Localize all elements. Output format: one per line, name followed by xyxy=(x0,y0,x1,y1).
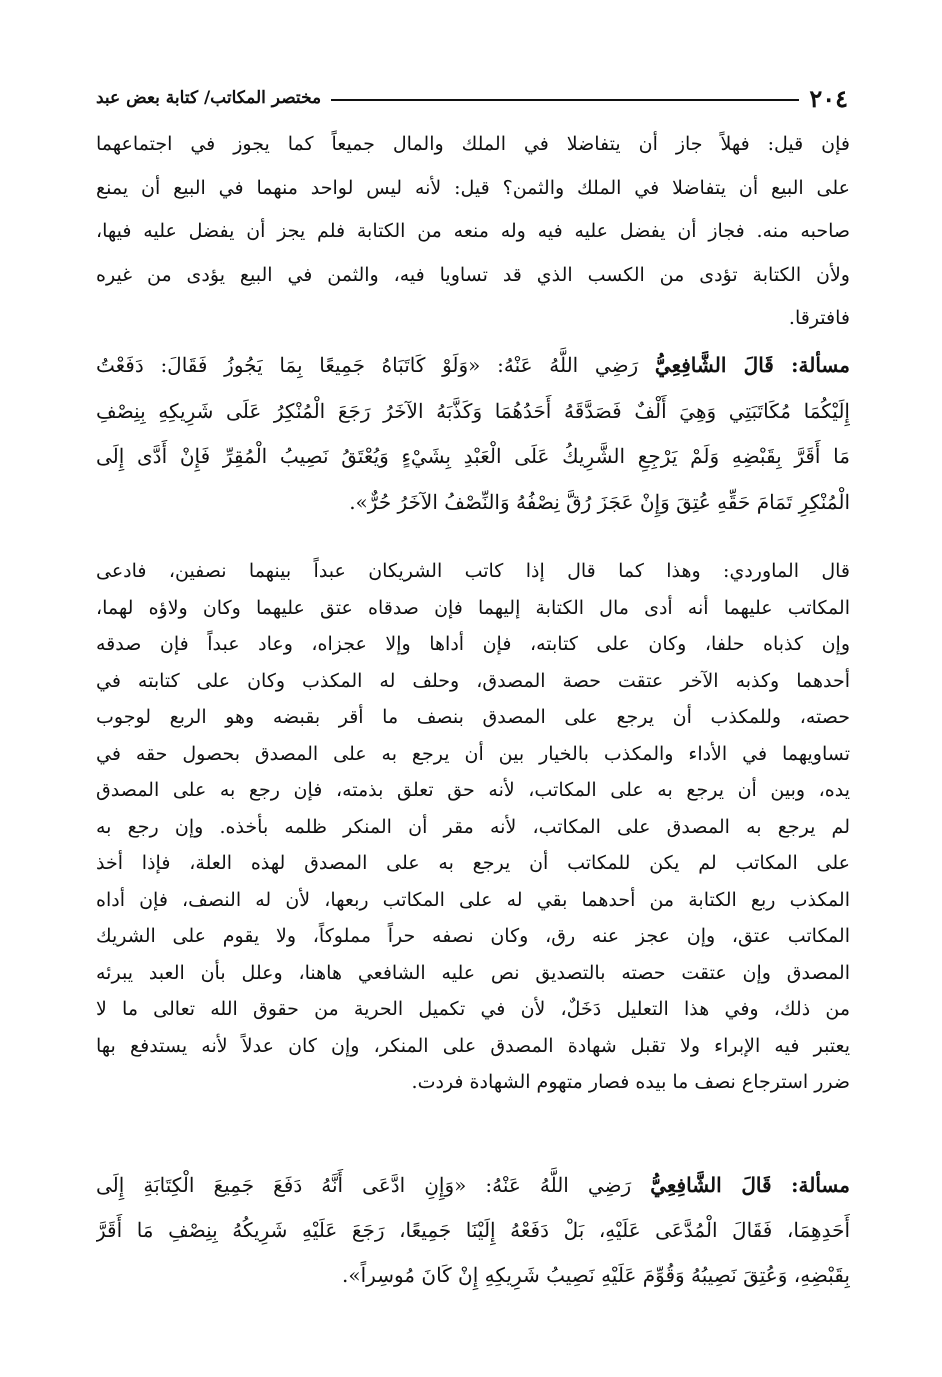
text-line: على المكاتب لم يكن للمكاتب أن يرجع به على المصدق لهذه العلة، فإذا أخذ xyxy=(96,852,850,874)
page-header xyxy=(96,84,848,112)
text-line: على البيع أن يتفاضلا في الملك والثمن؟ قيل: لأنه ليس لواحد منهما في البيع أن يمنع xyxy=(96,176,850,199)
text-line: ولأن الكتابة تؤدى من الكسب الذي قد تساويا فيه، والثمن في البيع يؤدى من غيره xyxy=(96,263,850,286)
text-line: حصته، وللمكذب أن يرجع على المصدق بنصف ما أقر بقبضه وهو الربع لوجوب xyxy=(96,706,850,728)
text-line: المصدق وإن عتقت حصته بالتصديق نص عليه الشافعي هاهنا، وعلل بأن العبد يبرئه xyxy=(96,961,850,984)
paragraph-masala-shafii-1 xyxy=(96,343,850,525)
text-line: فإن قيل: فهلاً جاز أن يتفاضلا في الملك والمال جميعاً كما يجوز في اجتماعهما xyxy=(96,133,850,155)
masala-lead: مسألة: قَالَ الشَّافِعِيُّ xyxy=(650,1173,850,1197)
text-line: المكذب ربع الكتابة من أحدهما بقي له على المكاتب ربعها، لأن له النصف، فإن أداه xyxy=(96,888,850,911)
text-line: الْمُنْكِرِ تَمَامَ حَقِّهِ عُتِقَ وَإِنْ عَجَزَ رُقَّ نِصْفُهُ وَالنِّصْفُ الآخَرُ حُرٌّ». xyxy=(349,489,850,514)
text-line: بِقَبْضِهِ، وَعُتِقَ نَصِيبُهُ وَقُوِّمَ عَلَيْهِ نَصِيبُ شَرِيكِهِ إِنْ كَانَ مُوسِراً». xyxy=(342,1263,850,1287)
text-line: مَا أَقَرَّ بِقَبْضِهِ وَلَمْ يَرْجِعِ الشَّرِيكُ عَلَى الْعَبْدِ بِشَيْءٍ وَيُعْتَقُ نَصِيبُ الْمُقِرِّ فَإِنْ أَدَّى إِلَى xyxy=(96,444,850,468)
text-line: من ذلك، وفي هذا التعليل دَخَلٌ، لأن في تكميل الحرية من حقوق الله تعالى ما لا xyxy=(96,998,850,1020)
masala-quote-start: رَضِي اللَّهُ عَنْهُ: «وَإِنِ ادَّعَى أَنَّهُ دَفَعَ جَمِيعَ الْكِتَابَةِ إِلَى xyxy=(96,1173,651,1197)
page-number: ٢٠٤ xyxy=(809,83,848,113)
text-line: المكاتب عليهما أنه أدى مال الكتابة إليهما فإن صدقاه عتق عليهما وكان ولاؤه لهما، xyxy=(96,596,850,619)
text-line: تساويهما في الأداء والمكذب بالخيار بين أن يرجع به على المصدق بحصول حقه في xyxy=(96,742,850,765)
paragraph-mawardi-commentary xyxy=(96,553,850,1101)
text-line: يده، وبين أن يرجع به على المكاتب، لأنه حق تعلق بذمته، فإن رجع به على المصدق xyxy=(96,779,850,801)
masala-lead: مسألة: قَالَ الشَّافِعِيُّ xyxy=(654,353,850,377)
text-line: ضرر استرجاع نصف ما بيده فصار متهوم الشهادة فردت. xyxy=(411,1071,850,1093)
text-line: يعتبر فيه الإبراء ولا تقبل شهادة المصدق على المنكر، وإن كان عدلاً لأنه يستدفع بها xyxy=(96,1034,850,1057)
text-line: فافترقا. xyxy=(788,307,850,329)
masala-heading-line xyxy=(96,343,850,389)
header-rule xyxy=(331,99,799,101)
text-line: أَحَدِهِمَا، فَقَالَ الْمُدَّعَى عَلَيْهِ، بَلْ دَفَعْهُ إِلَيْنَا جَمِيعًا، رَجَعَ عَلَيْهِ شَرِيكُهُ بِنِصْفِ مَا أَقَرَّ xyxy=(96,1218,850,1242)
text-line: إِلَيْكُمَا مُكَاتَبَتِي وَهِيَ أَلْفٌ فَصَدَّقَهُ أَحَدُهُمَا وَكَذَّبَهُ الآخَرُ رَجَعَ الْمُنْكِرُ عَلَى شَرِيكِهِ بِنِصْفِ xyxy=(96,398,850,423)
text-line: صاحبه منه. فجاز أن يفضل عليه فيه وله منعه من الكتابة فلم يجز أن يفضل عليه فيها، xyxy=(96,220,850,242)
text-line: أحدهما وكذبه الآخر عتقت حصة المصدق، وحلف له المكذب وكان على كتابته في xyxy=(96,669,850,692)
text-line: وإن كذباه حلفا، وكان على كتابته، فإن أداها وإلا عجزاه، وعاد عبداً فإن صدقه xyxy=(96,633,850,655)
text-line: لم يرجع به المصدق على المكاتب، لأنه مقر أن المنكر ظلمه بأخذه. وإن رجع به xyxy=(96,815,850,838)
running-title: مختصر المكاتب/ كتابة بعض عبد xyxy=(96,88,322,108)
masala-heading-line xyxy=(96,1163,850,1208)
paragraph-masala-shafii-2 xyxy=(96,1163,850,1298)
text-line: المكاتب عتق، وإن عجز عنه رق، وكان نصفه حراً مملوكاً، ولا يقوم على الشريك xyxy=(96,925,850,947)
text-line: قال الماوردي: وهذا كما قال إذا كاتب الشريكان عبداً بينهما نصفين، فادعى xyxy=(96,560,850,582)
paragraph-objection xyxy=(96,123,850,341)
masala-quote-start: رَضِي اللَّهُ عَنْهُ: «وَلَوْ كَاتَبَاهُ جَمِيعًا بِمَا يَجُوزُ فَقَالَ: دَفَعْتُ xyxy=(96,353,655,377)
